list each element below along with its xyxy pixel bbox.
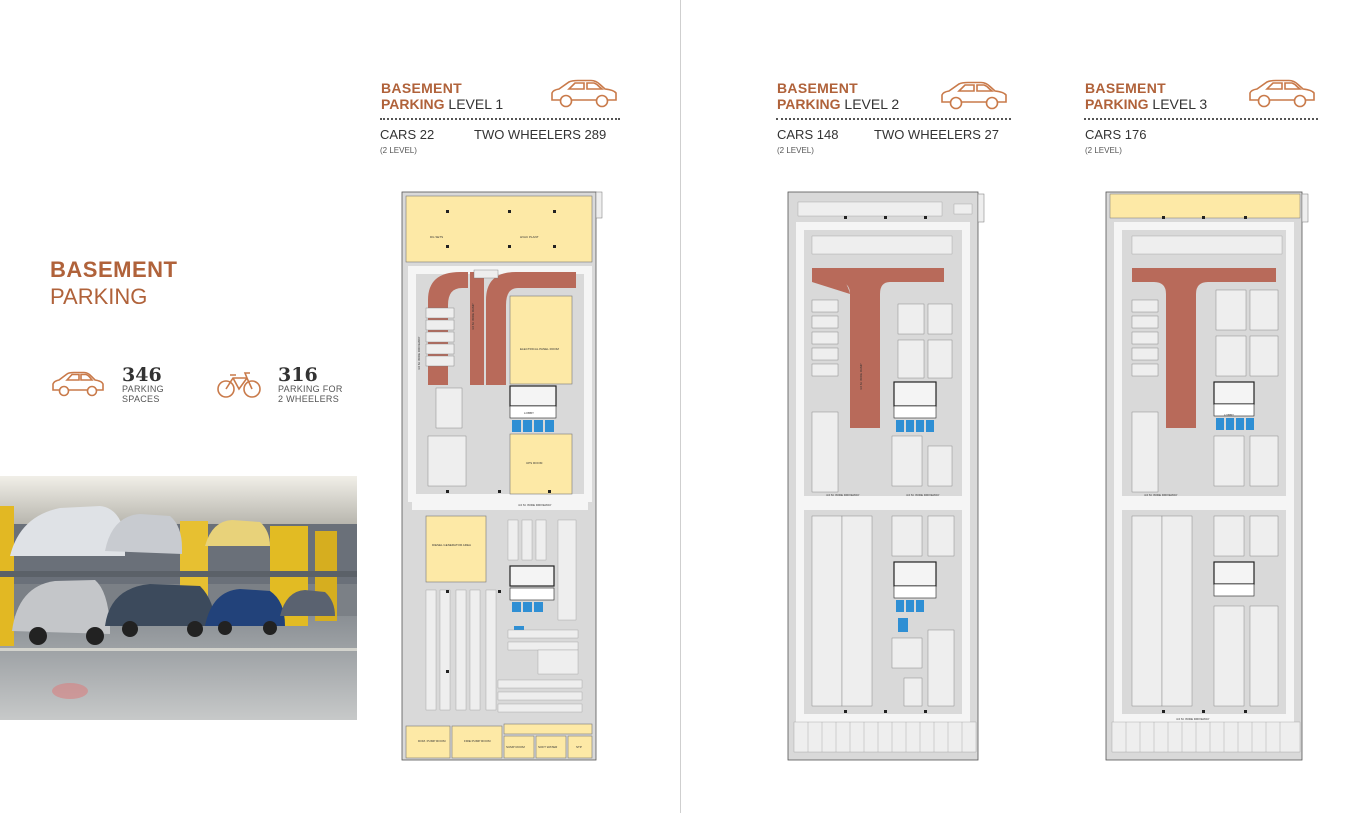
stat-label-1: PARKING (122, 384, 164, 394)
plan-label-ramp: 4.0 M. WIDE RAMP (471, 303, 475, 330)
level-note: (2 LEVEL) (1085, 146, 1122, 155)
level-title-bold-1: BASEMENT (381, 80, 462, 96)
plan-label-soft: SOFT WATER (538, 745, 558, 749)
section-title-light: PARKING (50, 284, 148, 309)
stat-label-2: SPACES (122, 394, 160, 404)
cars-value: 176 (1124, 127, 1147, 142)
cars-count: CARS 176 (1085, 127, 1147, 142)
plan-label-driveway: 4.0 M. WIDE DRIVEWAY (906, 493, 940, 497)
plan-label-ramp: 4.0 M. WIDE RAMP (859, 363, 863, 390)
plan-label-driveway: 4.0 M. WIDE DRIVEWAY (826, 493, 860, 497)
car-icon (1246, 78, 1318, 110)
section-title (50, 256, 177, 310)
plan-label-ups: UPS ROOM (526, 461, 543, 465)
level-title-bold-1: BASEMENT (777, 80, 858, 96)
level-title-bold-2: PARKING (381, 96, 445, 112)
two-wheelers-value: 27 (984, 127, 999, 142)
header-divider (1084, 118, 1318, 120)
cars-count: CARS 22 (380, 127, 435, 142)
cars-value: 148 (816, 127, 839, 142)
floor-plan-level-3 (1104, 190, 1310, 762)
plan-label-driveway: 4.0 M. WIDE DRIVEWAY (417, 336, 421, 370)
level-title-bold-2: PARKING (1085, 96, 1149, 112)
car-icon (938, 80, 1010, 112)
section-title-bold: BASEMENT (50, 257, 178, 282)
bicycle-icon (216, 370, 262, 400)
plan-label-driveway: 4.0 M. WIDE DRIVEWAY (1176, 717, 1210, 721)
plan-label-stp: STP (576, 745, 582, 749)
stat-parking-spaces (50, 366, 164, 404)
plan-label-lobby: LOBBY (1224, 413, 1235, 417)
level-3-header (1085, 80, 1207, 113)
plan-label-driveway: 4.0 M. WIDE DRIVEWAY (1144, 493, 1178, 497)
car-icon (50, 370, 106, 400)
level-title-bold-2: PARKING (777, 96, 841, 112)
plan-label-driveway: 4.0 M. WIDE DRIVEWAY (518, 503, 552, 507)
stat-label-2: 2 WHEELERS (278, 394, 340, 404)
two-wheelers-value: 289 (584, 127, 607, 142)
level-note: (2 LEVEL) (380, 146, 417, 155)
level-note: (2 LEVEL) (777, 146, 814, 155)
stat-label-1: PARKING FOR (278, 384, 343, 394)
plan-label-hvac: HVAC PLANT (520, 235, 539, 239)
header-divider (776, 118, 1011, 120)
car-icon (548, 78, 620, 110)
two-wheelers-count: TWO WHEELERS 289 (474, 127, 607, 142)
level-2-header (777, 80, 899, 113)
page-divider (680, 0, 681, 813)
header-divider (380, 118, 620, 120)
plan-label-dg: DIESEL GENERATOR AREA (432, 543, 471, 547)
plan-label-sump: SUMP ROOM (506, 745, 525, 749)
floor-plan-level-1 (398, 190, 604, 762)
cars-value: 22 (419, 127, 435, 142)
stat-number: 346 (122, 364, 162, 386)
level-title-bold-1: BASEMENT (1085, 80, 1166, 96)
plan-label-lobby: LOBBY (524, 411, 535, 415)
plan-label-pump1: DOM. PUMP ROOM (418, 739, 446, 743)
plan-label-pump2: FIRE PUMP ROOM (464, 739, 491, 743)
cars-count: CARS 148 (777, 127, 839, 142)
level-1-header (381, 80, 503, 113)
stat-two-wheeler-spaces (216, 366, 343, 404)
stat-number: 316 (278, 364, 318, 386)
level-title-level: LEVEL 1 (448, 96, 504, 112)
level-title-level: LEVEL 2 (844, 96, 900, 112)
two-wheelers-count: TWO WHEELERS 27 (874, 127, 999, 142)
level-title-level: LEVEL 3 (1152, 96, 1208, 112)
plan-label-electrical: ELECTRICAL PANEL ROOM (520, 347, 559, 351)
plan-label-dg-sets: DG SETS (430, 235, 444, 239)
parking-photo (0, 476, 357, 720)
floor-plan-level-2 (786, 190, 986, 762)
